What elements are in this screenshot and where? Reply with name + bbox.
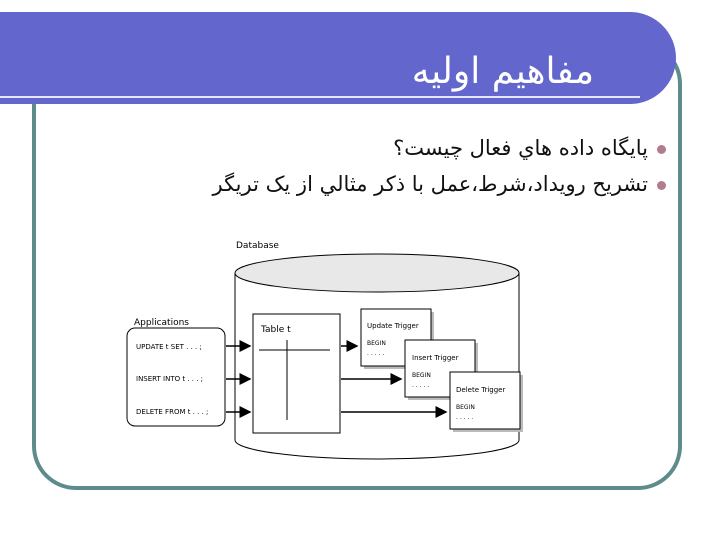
trigger-dots: . . . . . [412,382,430,389]
trigger-dots: . . . . . [456,414,474,421]
slide-title: مفاهیم اولیه [411,51,594,92]
application-statement: DELETE FROM t . . . ; [136,408,209,416]
application-statement: INSERT INTO t . . . ; [136,375,204,383]
trigger-body: BEGIN [367,340,386,347]
database-label: Database [236,241,279,251]
trigger-name: Delete Trigger [456,386,506,394]
trigger-name: Update Trigger [367,322,419,330]
database-cylinder-top [235,254,519,292]
trigger-body: BEGIN [412,372,431,379]
trigger-body: BEGIN [456,404,475,411]
application-statement: UPDATE t SET . . . ; [136,343,202,351]
trigger-name: Insert Trigger [412,354,459,362]
bullet-text: پايگاه داده هاي فعال چيست؟ [393,136,648,160]
trigger-dots: . . . . . [367,350,385,357]
table-label: Table t [261,325,291,335]
applications-label: Applications [134,318,189,328]
bullet-text: تشريح رويداد،شرط،عمل با ذکر مثالي از يک تريگر [212,172,648,196]
